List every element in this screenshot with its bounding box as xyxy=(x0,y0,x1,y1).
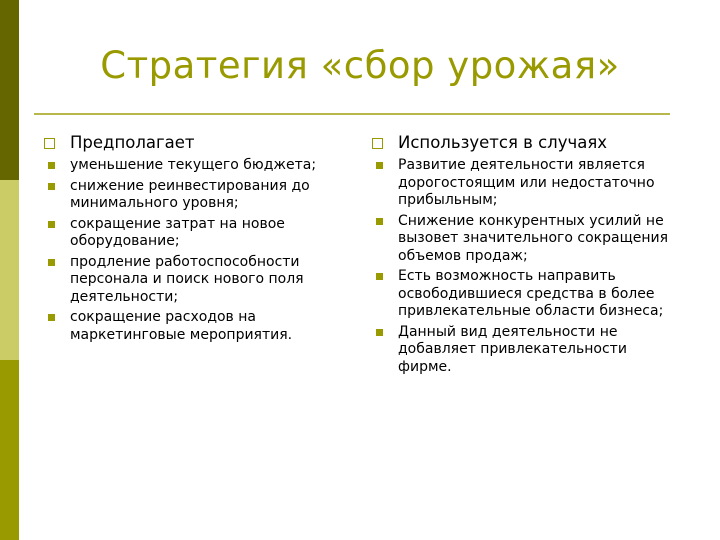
list-item xyxy=(44,157,354,175)
list-item-text: продление работоспособности персонала и поиск нового поля деятельности; xyxy=(70,253,304,305)
filled-square-bullet-icon xyxy=(48,183,55,190)
filled-square-bullet-icon xyxy=(376,162,383,169)
filled-square-bullet-icon xyxy=(48,259,55,266)
square-bullet-icon xyxy=(44,138,55,149)
filled-square-bullet-icon xyxy=(48,162,55,169)
filled-square-bullet-icon xyxy=(376,273,383,280)
list-item xyxy=(44,254,354,307)
list-item xyxy=(44,178,354,213)
list-item xyxy=(44,309,354,344)
decorative-bar-top xyxy=(0,0,19,180)
slide-title: Стратегия «сбор урожая» xyxy=(100,44,620,87)
right-list xyxy=(372,157,672,376)
list-item xyxy=(372,213,672,266)
right-heading xyxy=(372,132,672,154)
filled-square-bullet-icon xyxy=(376,329,383,336)
left-heading-text: Предполагает xyxy=(70,133,195,152)
list-item xyxy=(372,157,672,210)
title-divider xyxy=(34,113,670,115)
filled-square-bullet-icon xyxy=(48,314,55,321)
list-item xyxy=(372,324,672,377)
filled-square-bullet-icon xyxy=(376,218,383,225)
left-column xyxy=(44,132,354,347)
decorative-bar-middle xyxy=(0,180,19,360)
list-item-text: Развитие деятельности является дорогостоящим или недостаточно прибыльным; xyxy=(398,157,655,208)
list-item-text: Данный вид деятельности не добавляет привлекательности фирме. xyxy=(398,323,627,375)
list-item xyxy=(372,268,672,321)
left-heading xyxy=(44,132,354,154)
list-item-text: сокращение расходов на маркетинговые мероприятия. xyxy=(70,309,293,343)
list-item-text: Есть возможность направить освободившиеся средства в более привлекательные области бизнеса; xyxy=(398,268,664,319)
list-item-text: Снижение конкурентных усилий не вызовет значительного сокращения объемов продаж; xyxy=(398,212,669,264)
decorative-bar-bottom xyxy=(0,360,19,540)
list-item-text: сокращение затрат на новое оборудование; xyxy=(70,215,285,249)
square-bullet-icon xyxy=(372,138,383,149)
filled-square-bullet-icon xyxy=(48,221,55,228)
list-item-text: уменьшение текущего бюджета; xyxy=(70,157,317,173)
right-column xyxy=(372,132,672,379)
left-list xyxy=(44,157,354,344)
right-heading-text: Используется в случаях xyxy=(398,133,608,152)
list-item xyxy=(44,216,354,251)
list-item-text: снижение реинвестирования до минимального уровня; xyxy=(70,177,310,211)
